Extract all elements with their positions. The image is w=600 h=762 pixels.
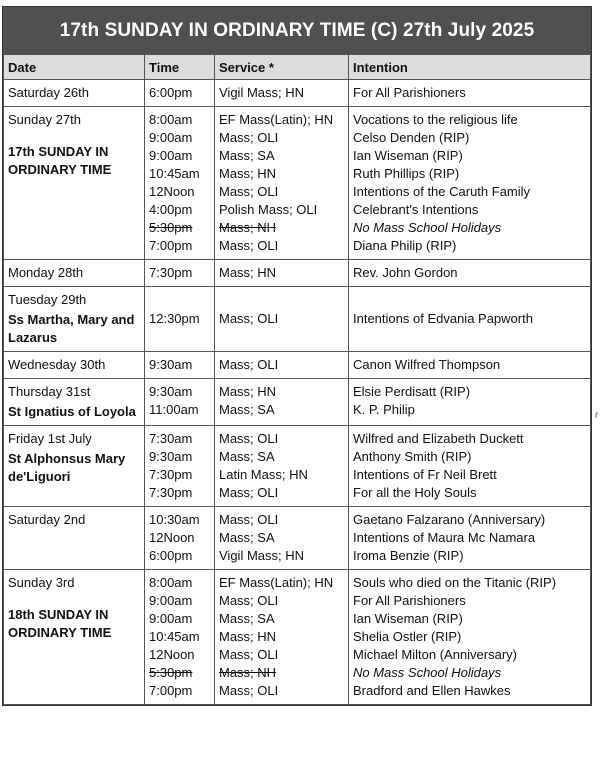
time-line: 9:00am (149, 130, 193, 145)
table-row (4, 287, 591, 352)
time-line: 5:30pm (149, 665, 193, 680)
time-line: 7:30am (149, 431, 193, 446)
service-line: Mass; OLI (219, 431, 279, 446)
table-row (4, 107, 591, 260)
time-line: 9:30am (149, 384, 193, 399)
time-line: 12Noon (149, 184, 195, 199)
service-line: Mass; OLI (219, 238, 279, 253)
table-row (4, 507, 591, 570)
time-cell (145, 80, 215, 107)
date-cell (4, 107, 145, 260)
service-line: Mass; SA (219, 449, 275, 464)
service-cell (215, 379, 349, 426)
table-row (4, 260, 591, 287)
schedule-table (3, 54, 591, 705)
table-row (4, 570, 591, 705)
intention-line: K. P. Philip (353, 402, 415, 417)
service-line: Mass; NH (219, 665, 277, 680)
intention-line: For All Parishioners (353, 85, 466, 100)
time-line: 10:45am (149, 166, 200, 181)
time-line: 5:30pm (149, 220, 193, 235)
intention-line: Ian Wiseman (RIP) (353, 611, 463, 626)
service-line: EF Mass(Latin); HN (219, 112, 334, 127)
service-cell (215, 352, 349, 379)
header-time: Time (145, 55, 215, 80)
time-line: 6:00pm (149, 85, 193, 100)
intention-line: For all the Holy Souls (353, 485, 477, 500)
day-label: Wednesday 30th (8, 357, 106, 372)
intention-line: Iroma Benzie (RIP) (353, 548, 464, 563)
service-cell (215, 287, 349, 352)
service-line: Latin Mass; HN (219, 467, 308, 482)
service-cell (215, 570, 349, 705)
time-line: 7:30pm (149, 485, 193, 500)
time-cell (145, 287, 215, 352)
date-cell (4, 507, 145, 570)
service-line: Mass; OLI (219, 311, 279, 326)
date-cell (4, 352, 145, 379)
service-line: Mass; OLI (219, 593, 279, 608)
service-line: Mass; OLI (219, 184, 279, 199)
intention-line: Michael Milton (Anniversary) (353, 647, 517, 662)
time-cell (145, 426, 215, 507)
intention-line: Gaetano Falzarano (Anniversary) (353, 512, 546, 527)
service-line: Mass; OLI (219, 357, 279, 372)
intention-line: Intentions of Maura Mc Namara (353, 530, 536, 545)
service-line: Mass; HN (219, 629, 277, 644)
day-label: Sunday 3rd (8, 575, 75, 590)
intention-line: No Mass School Holidays (353, 665, 502, 680)
day-label: Monday 28th (8, 265, 84, 280)
time-line: 7:00pm (149, 683, 193, 698)
intention-line: No Mass School Holidays (353, 220, 502, 235)
date-cell (4, 80, 145, 107)
intention-cell (349, 287, 591, 352)
feast-label: St Ignatius of Loyola (8, 404, 136, 419)
date-cell (4, 287, 145, 352)
table-row (4, 379, 591, 426)
intention-cell (349, 107, 591, 260)
intention-line: Ian Wiseman (RIP) (353, 148, 463, 163)
feast-label: St Alphonsus Mary de'Liguori (8, 451, 126, 484)
intention-line: Canon Wilfred Thompson (353, 357, 501, 372)
intention-line: Intentions of Edvania Papworth (353, 311, 533, 326)
service-line: Mass; NH (219, 220, 277, 235)
service-line: Mass; SA (219, 530, 275, 545)
feast-label: Ss Martha, Mary and Lazarus (8, 312, 135, 345)
service-line: Vigil Mass; HN (219, 85, 305, 100)
service-line: Mass; OLI (219, 130, 279, 145)
time-cell (145, 260, 215, 287)
intention-line: Wilfred and Elizabeth Duckett (353, 431, 524, 446)
service-cell (215, 80, 349, 107)
intention-line: Intentions of Fr Neil Brett (353, 467, 497, 482)
date-cell (4, 379, 145, 426)
service-line: Mass; OLI (219, 485, 279, 500)
table-header-row (4, 55, 591, 80)
feast-label: 17th SUNDAY IN ORDINARY TIME (8, 144, 112, 177)
time-line: 9:00am (149, 148, 193, 163)
time-line: 9:00am (149, 611, 193, 626)
schedule-title: 17th SUNDAY IN ORDINARY TIME (C) 27th July 2025 (3, 7, 591, 54)
intention-cell (349, 507, 591, 570)
intention-cell (349, 260, 591, 287)
header-service: Service * (215, 55, 349, 80)
service-line: Mass; HN (219, 384, 277, 399)
date-cell (4, 260, 145, 287)
time-line: 9:30am (149, 357, 193, 372)
time-cell (145, 352, 215, 379)
intention-line: Bradford and Ellen Hawkes (353, 683, 511, 698)
day-label: Friday 1st July (8, 431, 92, 446)
time-line: 9:00am (149, 593, 193, 608)
mass-schedule-sheet (2, 6, 592, 706)
time-line: 12:30pm (149, 311, 200, 326)
time-cell (145, 379, 215, 426)
time-line: 11:00am (149, 402, 199, 417)
time-line: 7:00pm (149, 238, 193, 253)
intention-cell (349, 570, 591, 705)
time-line: 4:00pm (149, 202, 193, 217)
service-line: Mass; SA (219, 611, 275, 626)
service-line: Mass; OLI (219, 683, 279, 698)
intention-line: Rev. John Gordon (353, 265, 458, 280)
day-label: Thursday 31st (8, 384, 91, 399)
time-line: 8:00am (149, 112, 193, 127)
table-row (4, 426, 591, 507)
header-intention: Intention (349, 55, 591, 80)
date-cell (4, 426, 145, 507)
time-line: 12Noon (149, 530, 195, 545)
header-date: Date (4, 55, 145, 80)
service-line: Mass; OLI (219, 647, 279, 662)
intention-cell (349, 379, 591, 426)
day-label: Tuesday 29th (8, 292, 87, 307)
day-label: Sunday 27th (8, 112, 82, 127)
service-line: EF Mass(Latin); HN (219, 575, 334, 590)
margin-mark: r (595, 410, 599, 421)
service-cell (215, 107, 349, 260)
service-line: Vigil Mass; HN (219, 548, 305, 563)
intention-line: Anthony Smith (RIP) (353, 449, 472, 464)
intention-line: Vocations to the religious life (353, 112, 518, 127)
service-line: Mass; OLI (219, 512, 279, 527)
service-line: Mass; SA (219, 402, 275, 417)
time-cell (145, 107, 215, 260)
intention-line: Celso Denden (RIP) (353, 130, 470, 145)
table-row (4, 80, 591, 107)
time-line: 9:30am (149, 449, 193, 464)
intention-cell (349, 352, 591, 379)
time-line: 12Noon (149, 647, 195, 662)
time-cell (145, 570, 215, 705)
time-line: 10:45am (149, 629, 200, 644)
time-line: 7:30pm (149, 265, 193, 280)
time-line: 10:30am (149, 512, 200, 527)
intention-line: For All Parishioners (353, 593, 466, 608)
time-cell (145, 507, 215, 570)
feast-label: 18th SUNDAY IN ORDINARY TIME (8, 607, 112, 640)
intention-line: Souls who died on the Titanic (RIP) (353, 575, 557, 590)
intention-cell (349, 426, 591, 507)
service-cell (215, 507, 349, 570)
service-cell (215, 426, 349, 507)
service-line: Mass; HN (219, 265, 277, 280)
service-cell (215, 260, 349, 287)
intention-line: Elsie Perdisatt (RIP) (353, 384, 471, 399)
intention-line: Diana Philip (RIP) (353, 238, 457, 253)
intention-line: Ruth Phillips (RIP) (353, 166, 460, 181)
service-line: Mass; SA (219, 148, 275, 163)
intention-cell (349, 80, 591, 107)
time-line: 8:00am (149, 575, 193, 590)
intention-line: Intentions of the Caruth Family (353, 184, 531, 199)
time-line: 7:30pm (149, 467, 193, 482)
time-line: 6:00pm (149, 548, 193, 563)
date-cell (4, 570, 145, 705)
intention-line: Shelia Ostler (RIP) (353, 629, 462, 644)
service-line: Mass; HN (219, 166, 277, 181)
service-line: Polish Mass; OLI (219, 202, 318, 217)
intention-line: Celebrant's Intentions (353, 202, 479, 217)
table-row (4, 352, 591, 379)
day-label: Saturday 2nd (8, 512, 86, 527)
day-label: Saturday 26th (8, 85, 89, 100)
